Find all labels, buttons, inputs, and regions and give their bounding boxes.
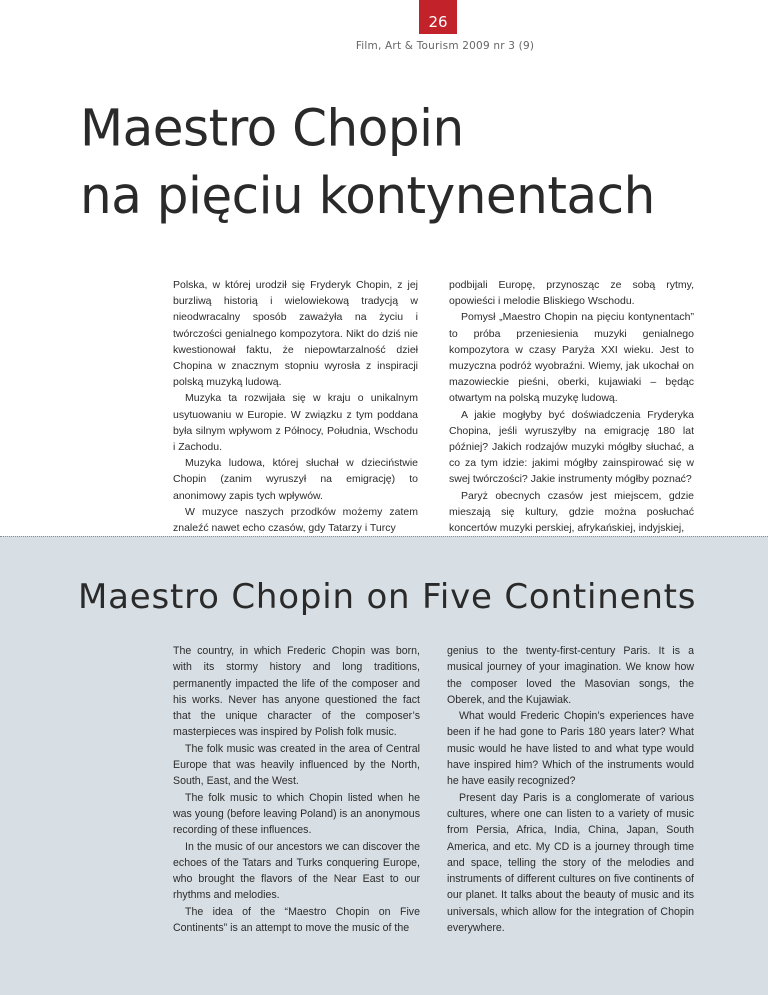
english-column-left (173, 643, 420, 936)
english-column-right (447, 643, 694, 936)
polish-title (80, 95, 760, 230)
paragraph: Muzyka ta rozwijała się w kraju o unikalnym usytuowaniu w Europie. W związku z tym poddana była silnym wpływom z Północy, Południa, Wschodu i Zachodu. (173, 392, 418, 454)
paragraph: Present day Paris is a conglomerate of various cultures, where one can listen to a variety of music from Persia, Africa, India, China, Japan, South America, and etc. My CD is a journey through time and space, telling the story of the melodies and instruments of different cultures on five continents of our planet. It talks about the beauty of music and its universals, which allow for the integration of Chopin everywhere. (447, 791, 694, 935)
paragraph: Polska, w której urodził się Fryderyk Chopin, z jej burzliwą historią i wielowiekową tradycją w nieodwracalny sposób zaważyła na życiu i twórczości genialnego kompozytora. Nikt do dziś nie kwestionował faktu, że niepowtarzalność dzieł Chopina w znacznym stopniu wyrosła z inspiracji polską muzyką ludową. (173, 279, 418, 389)
paragraph: Pomysł „Maestro Chopin na pięciu kontynentach” to próba przeniesienia muzyki genialnego kompozytora w czasy Paryża XXI wieku. Jest to muzyczna podróż wyobraźni. Wiemy, jak ukochał on mazowieckie pieśni, oberki, kujawiaki – będąc otwartym na polską muzykę ludową. (449, 311, 694, 405)
paragraph: The folk music was created in the area of Central Europe that was heavily influenced by the North, South, East, and the West. (173, 742, 420, 788)
polish-title-line1: Maestro Chopin (80, 98, 464, 158)
paragraph: Muzyka ludowa, której słuchał w dzieciństwie Chopin (zanim wyruszył na emigrację) to anonimowy zapis tych wpływów. (173, 457, 418, 502)
running-header: Film, Art & Tourism 2009 nr 3 (9) (355, 40, 535, 52)
paragraph: podbijali Europę, przynosząc ze sobą rytmy, opowieści i melodie Bliskiego Wschodu. (449, 279, 694, 308)
english-body (173, 643, 694, 936)
paragraph: W muzyce naszych przodków możemy zatem znaleźć nawet echo czasów, gdy Tatarzy i Turcy (173, 505, 418, 535)
paragraph: What would Frederic Chopin’s experiences have been if he had gone to Paris 180 years later? What music would he have listed to and what type would have inspired him? Which of the instruments would he have easily recognized? (447, 710, 694, 788)
paragraph: The idea of the “Maestro Chopin on Five Continents” is an attempt to move the music of the (173, 905, 420, 935)
paragraph: The country, in which Frederic Chopin was born, with its stormy history and long traditions, permanently impacted the life of the composer and his works. Never has anyone questioned the fact that the unique character of the composer’s masterpieces was inspired by Polish folk music. (173, 645, 420, 739)
english-title: Maestro Chopin on Five Continents (78, 577, 697, 617)
paragraph: The folk music to which Chopin listed when he was young (before leaving Poland) is an anonymous recording of these influences. (173, 791, 420, 837)
polish-body (173, 277, 694, 536)
polish-title-line2: na pięciu kontynentach (80, 166, 655, 226)
polish-column-left (173, 277, 418, 536)
page-number: 26 (419, 0, 457, 34)
polish-column-right (449, 277, 694, 536)
paragraph: A jakie mogłyby być doświadczenia Fryderyka Chopina, jeśli wyruszyłby na emigrację 180 lat później? Jakich rodzajów muzyki mógłby słuchać, a co za tym idzie: jakimi mógłby zainspirować się w swej twórczości? Jakie instrumenty mógłby poznać? (449, 408, 694, 486)
paragraph: In the music of our ancestors we can discover the echoes of the Tatars and Turks conquering Europe, who brought the flavors of the Near East to our rhythms and melodies. (173, 840, 420, 902)
paragraph: Paryż obecnych czasów jest miejscem, gdzie mieszają się kultury, gdzie można posłuchać koncertów muzyki perskiej, afrykańskiej, indyjskiej, (449, 489, 694, 535)
paragraph: genius to the twenty-first-century Paris. It is a musical journey of your imagination. We know how the composer loved the Masovian songs, the Oberek, and the Kujawiak. (447, 645, 694, 706)
